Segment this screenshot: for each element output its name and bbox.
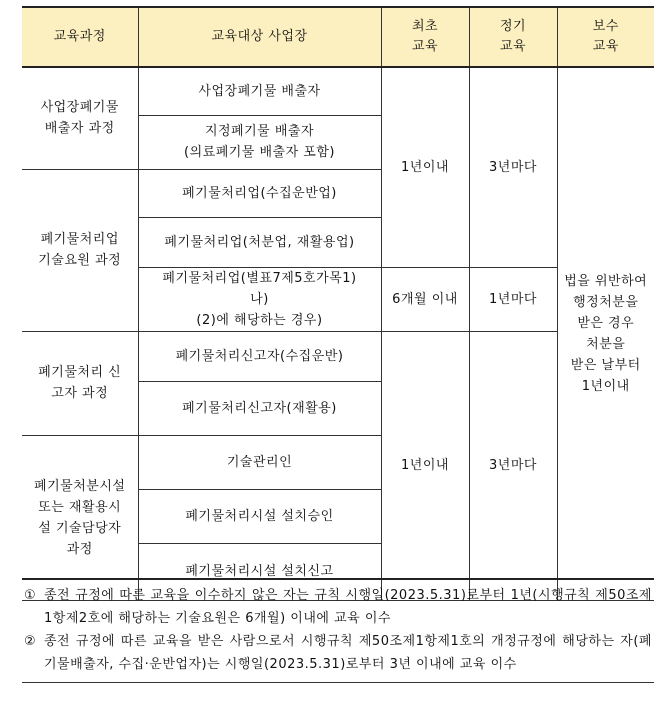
course-cell	[22, 169, 138, 331]
initial-cell: 1년이내	[381, 331, 469, 600]
initial-cell: 1년이내	[381, 67, 469, 267]
note-marker: ①	[24, 588, 37, 603]
refresher-line: 처분을	[586, 336, 626, 352]
target-cell	[138, 217, 381, 267]
course-cell	[22, 67, 138, 169]
refresher-line: 받은 경우	[577, 315, 635, 331]
note-marker: ②	[24, 634, 37, 649]
course-line: 배출자 과정	[44, 121, 115, 137]
target-cell	[138, 381, 381, 435]
target-cell	[138, 67, 381, 115]
refresher-cell	[557, 67, 654, 600]
header-regular-line1: 정기	[499, 19, 527, 34]
target-line: (의료폐기물 배출자 포함)	[184, 145, 335, 160]
initial-cell: 6개월 이내	[381, 267, 469, 331]
target-cell	[138, 331, 381, 381]
target-line: 폐기물처리업(별표7제5호가목1)	[162, 270, 357, 286]
header-regular-line2: 교육	[499, 39, 527, 54]
course-line: 기술요원 과정	[38, 253, 122, 268]
header-target: 교육대상 사업장	[138, 7, 381, 67]
refresher-line: 법을 위반하여	[564, 273, 648, 289]
course-cell	[22, 435, 138, 600]
header-refresher-line2: 교육	[592, 39, 619, 54]
target-line: 폐기물처리업(수집운반업)	[182, 185, 337, 201]
target-cell	[138, 267, 381, 331]
header-refresher-line1: 보수	[592, 19, 619, 34]
course-line: 사업장폐기물	[40, 100, 119, 116]
course-line: 고자 과정	[51, 386, 109, 401]
target-line: (2)에 해당하는 경우)	[196, 312, 323, 328]
course-line: 또는 재활용시	[38, 499, 122, 515]
header-initial	[381, 7, 469, 67]
header-regular	[469, 7, 557, 67]
course-line: 폐기물처리 신	[38, 365, 122, 380]
regular-cell: 3년마다	[469, 331, 557, 600]
target-cell	[138, 169, 381, 217]
target-line: 지정폐기물 배출자	[204, 124, 315, 139]
header-course: 교육과정	[22, 7, 138, 67]
target-line: 폐기물처리시설 설치신고	[185, 564, 334, 579]
course-line: 설 기술담당자	[38, 520, 122, 536]
education-table	[22, 6, 654, 601]
header-refresher	[557, 7, 654, 67]
note-item	[22, 630, 654, 676]
target-cell	[138, 435, 381, 489]
note-item	[22, 584, 654, 630]
regular-cell: 3년마다	[469, 67, 557, 267]
header-initial-line2: 교육	[411, 39, 439, 54]
target-line: 폐기물처리업(처분업, 재활용업)	[164, 234, 355, 250]
note-text: 종전 규정에 따른 교육을 받은 사람으로서 시행규칙 제50조제1항제1호의 개정규정에 해당하는 자(폐기물배출자, 수집·운반업자)는 시행일(2023.5.31)로부터 3년 이내에 교육 이수	[44, 634, 652, 672]
target-line: 나)	[250, 291, 269, 307]
target-line: 폐기물처리신고자(수집운반)	[175, 348, 344, 364]
header-row	[22, 7, 654, 67]
course-cell	[22, 331, 138, 435]
target-cell	[138, 115, 381, 169]
header-initial-line1: 최초	[411, 19, 439, 34]
target-line: 폐기물처리신고자(재활용)	[182, 400, 337, 416]
course-line: 과정	[66, 541, 93, 557]
course-line: 폐기물처분시설	[34, 478, 126, 494]
notes-section	[22, 578, 654, 683]
target-line: 폐기물처리시설 설치승인	[185, 508, 334, 524]
target-line: 기술관리인	[226, 454, 293, 470]
refresher-line: 1년이내	[581, 378, 630, 394]
regular-cell: 1년마다	[469, 267, 557, 331]
note-text: 종전 규정에 따른 교육을 이수하지 않은 자는 규칙 시행일(2023.5.31)로부터 1년(시행규칙 제50조제1항제2호에 해당하는 기술요원은 6개월) 이내에 교육 이수	[44, 588, 652, 626]
table-row	[22, 67, 654, 115]
target-line: 사업장폐기물 배출자	[198, 83, 321, 99]
target-cell	[138, 489, 381, 543]
refresher-line: 행정처분을	[573, 294, 639, 310]
course-line: 폐기물처리업	[40, 232, 119, 247]
refresher-line: 받은 날부터	[570, 357, 641, 373]
